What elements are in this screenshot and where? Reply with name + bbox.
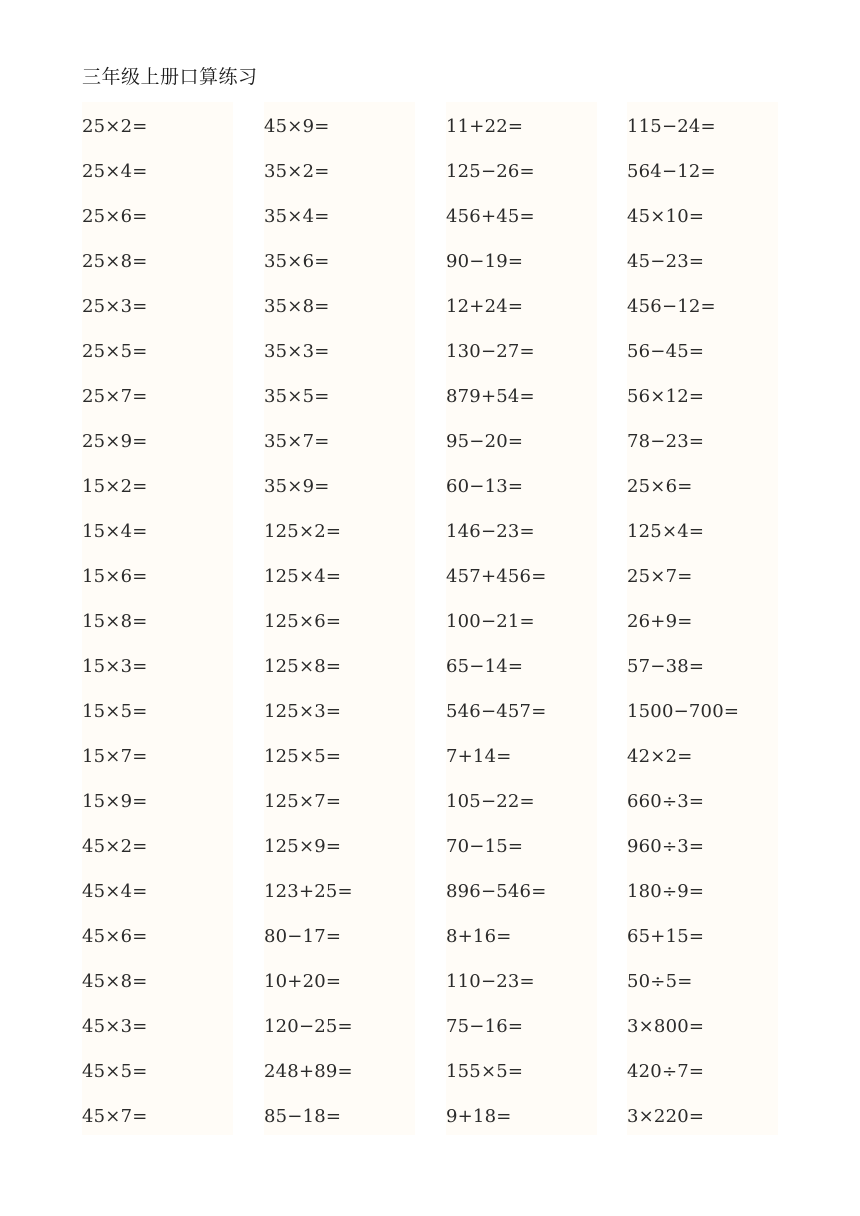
problem-item: 9+18=: [446, 1106, 512, 1127]
problem-item: 80−17=: [264, 926, 342, 947]
problem-item: 25×5=: [82, 341, 148, 362]
problem-item: 960÷3=: [627, 836, 705, 857]
problem-item: 105−22=: [446, 791, 535, 812]
problem-item: 90−19=: [446, 251, 524, 272]
problem-item: 130−27=: [446, 341, 535, 362]
problem-item: 180÷9=: [627, 881, 705, 902]
problem-item: 248+89=: [264, 1061, 353, 1082]
problem-item: 896−546=: [446, 881, 547, 902]
problem-item: 15×3=: [82, 656, 148, 677]
problem-item: 25×9=: [82, 431, 148, 452]
problem-item: 125×3=: [264, 701, 342, 722]
problem-item: 45×6=: [82, 926, 148, 947]
problem-item: 25×2=: [82, 116, 148, 137]
problem-item: 125×4=: [627, 521, 705, 542]
problem-item: 65−14=: [446, 656, 524, 677]
problem-item: 15×2=: [82, 476, 148, 497]
problem-item: 15×8=: [82, 611, 148, 632]
problem-item: 457+456=: [446, 566, 547, 587]
problem-item: 35×8=: [264, 296, 330, 317]
page-title: 三年级上册口算练习: [82, 66, 258, 88]
problem-item: 3×220=: [627, 1106, 705, 1127]
problem-item: 12+24=: [446, 296, 524, 317]
problem-item: 15×4=: [82, 521, 148, 542]
problem-item: 456−12=: [627, 296, 716, 317]
problem-item: 60−13=: [446, 476, 524, 497]
problem-item: 125×7=: [264, 791, 342, 812]
problem-item: 564−12=: [627, 161, 716, 182]
problem-item: 35×5=: [264, 386, 330, 407]
problem-item: 660÷3=: [627, 791, 705, 812]
problem-item: 45×4=: [82, 881, 148, 902]
problem-item: 110−23=: [446, 971, 535, 992]
problem-item: 420÷7=: [627, 1061, 705, 1082]
problem-item: 26+9=: [627, 611, 693, 632]
problem-item: 1500−700=: [627, 701, 740, 722]
problem-item: 45×8=: [82, 971, 148, 992]
problem-item: 50÷5=: [627, 971, 693, 992]
problem-item: 45−23=: [627, 251, 705, 272]
problem-item: 879+54=: [446, 386, 535, 407]
problem-column-2: [264, 102, 415, 1135]
problem-item: 45×2=: [82, 836, 148, 857]
problem-item: 35×6=: [264, 251, 330, 272]
problem-item: 10+20=: [264, 971, 342, 992]
problem-item: 115−24=: [627, 116, 716, 137]
problem-item: 85−18=: [264, 1106, 342, 1127]
problem-item: 35×4=: [264, 206, 330, 227]
problem-item: 120−25=: [264, 1016, 353, 1037]
problem-item: 125×5=: [264, 746, 342, 767]
problem-item: 25×7=: [627, 566, 693, 587]
problem-item: 35×3=: [264, 341, 330, 362]
problem-item: 155×5=: [446, 1061, 524, 1082]
problem-item: 45×9=: [264, 116, 330, 137]
problem-item: 15×7=: [82, 746, 148, 767]
problem-item: 35×7=: [264, 431, 330, 452]
problem-item: 65+15=: [627, 926, 705, 947]
problem-item: 25×6=: [82, 206, 148, 227]
problem-item: 11+22=: [446, 116, 524, 137]
problem-item: 15×9=: [82, 791, 148, 812]
problem-item: 45×7=: [82, 1106, 148, 1127]
problem-item: 100−21=: [446, 611, 535, 632]
problem-item: 125−26=: [446, 161, 535, 182]
problem-item: 123+25=: [264, 881, 353, 902]
problem-item: 57−38=: [627, 656, 705, 677]
problem-item: 78−23=: [627, 431, 705, 452]
problem-item: 15×6=: [82, 566, 148, 587]
problem-item: 125×6=: [264, 611, 342, 632]
problem-item: 7+14=: [446, 746, 512, 767]
problem-item: 456+45=: [446, 206, 535, 227]
problem-item: 45×10=: [627, 206, 705, 227]
problem-item: 42×2=: [627, 746, 693, 767]
problem-item: 25×8=: [82, 251, 148, 272]
problem-item: 25×6=: [627, 476, 693, 497]
problem-item: 25×4=: [82, 161, 148, 182]
problem-item: 8+16=: [446, 926, 512, 947]
problem-item: 125×2=: [264, 521, 342, 542]
problem-item: 35×9=: [264, 476, 330, 497]
problem-item: 56−45=: [627, 341, 705, 362]
problem-item: 546−457=: [446, 701, 547, 722]
problem-item: 125×4=: [264, 566, 342, 587]
problem-item: 95−20=: [446, 431, 524, 452]
problem-item: 25×3=: [82, 296, 148, 317]
problem-item: 56×12=: [627, 386, 705, 407]
problem-item: 75−16=: [446, 1016, 524, 1037]
problem-item: 146−23=: [446, 521, 535, 542]
problem-item: 25×7=: [82, 386, 148, 407]
problem-item: 35×2=: [264, 161, 330, 182]
problem-item: 3×800=: [627, 1016, 705, 1037]
problem-item: 125×9=: [264, 836, 342, 857]
problem-column-4: [627, 102, 778, 1135]
problem-item: 125×8=: [264, 656, 342, 677]
problem-column-1: [82, 102, 233, 1135]
problem-column-3: [446, 102, 597, 1135]
problem-item: 70−15=: [446, 836, 524, 857]
problem-item: 45×3=: [82, 1016, 148, 1037]
problem-item: 45×5=: [82, 1061, 148, 1082]
problem-item: 15×5=: [82, 701, 148, 722]
